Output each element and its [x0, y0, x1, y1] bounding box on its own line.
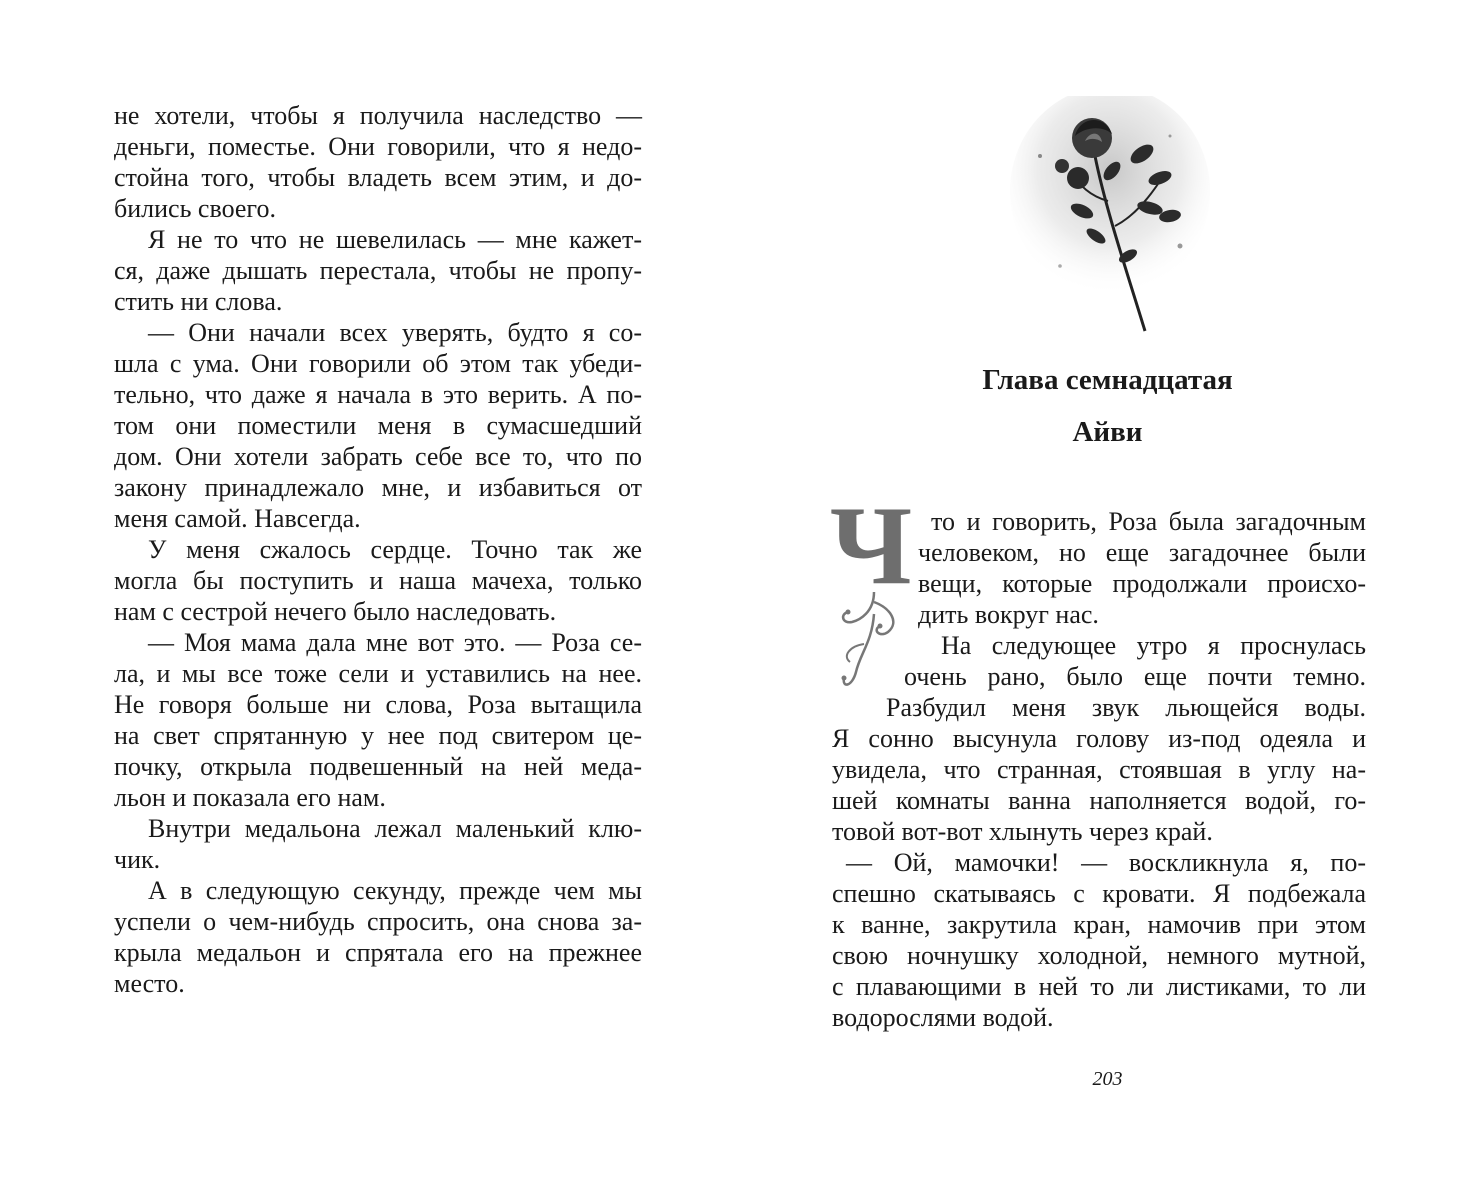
text-line: шла с ума. Они говорили об этом так убеди-: [114, 349, 642, 378]
text-line: очень рано, было еще почти темно.: [904, 662, 1366, 691]
text-line: к ванне, закрутила кран, намочив при этом: [832, 910, 1366, 939]
text-line: У меня сжалось сердце. Точно так же: [148, 535, 642, 564]
chapter-title: Глава семнадцатая: [982, 364, 1233, 396]
text-line: дить вокруг нас.: [918, 600, 1099, 629]
text-line: место.: [114, 969, 185, 998]
text-line: свою ночнушку холодной, немного мутной,: [832, 941, 1366, 970]
text-line: Я не то что не шевелилась — мне кажет-: [148, 225, 642, 254]
text-line: могла бы поступить и наша мачеха, только: [114, 566, 642, 595]
text-line: на свет спрятанную у нее под свитером це-: [114, 721, 642, 750]
text-line: крыла медальон и спрятала его на прежнее: [114, 938, 642, 967]
left-page: [0, 0, 738, 1182]
text-line: А в следующую секунду, прежде чем мы: [148, 876, 642, 905]
text-line: чик.: [114, 845, 161, 874]
text-line: шей комнаты ванна наполняется водой, го-: [832, 786, 1366, 815]
text-line: — Моя мама дала мне вот это. — Роза се-: [148, 628, 642, 657]
text-line: тельно, что даже я начала в это верить. А по-: [114, 380, 642, 409]
text-line: стить ни слова.: [114, 287, 283, 316]
text-line: — Они начали всех уверять, будто я со-: [148, 318, 642, 347]
text-line: человеком, но еще загадочнее были: [918, 538, 1366, 567]
text-line: ла, и мы все тоже сели и уставились на нее.: [114, 659, 642, 688]
text-line: дом. Они хотели забрать себе все то, что по: [114, 442, 642, 471]
text-line: товой вот-вот хлынуть через край.: [832, 817, 1213, 846]
text-line: Разбудил меня звук льющейся воды.: [886, 693, 1366, 722]
text-line: то и говорить, Роза была загадочным: [931, 507, 1366, 536]
text-line: закону принадлежало мне, и избавиться от: [114, 473, 642, 502]
text-line: Не говоря больше ни слова, Роза вытащила: [114, 690, 642, 719]
text-line: меня самой. Навсегда.: [114, 504, 361, 533]
text-line: деньги, поместье. Они говорили, что я недо-: [114, 132, 642, 161]
flourish-icon: [830, 592, 910, 702]
text-line: успели о чем-нибудь спросить, она снова за-: [114, 907, 642, 936]
text-line: с плавающими в ней то ли листиками, то ли: [832, 972, 1366, 1001]
text-line: На следующее утро я проснулась: [941, 631, 1366, 660]
rose-illustration: [1000, 96, 1220, 336]
text-line: нам с сестрой нечего было наследовать.: [114, 597, 557, 626]
right-page: [738, 0, 1477, 1182]
text-line: Я сонно высунула голову из-под одеяла и: [832, 724, 1366, 753]
text-line: стойна того, чтобы владеть всем этим, и до-: [114, 163, 642, 192]
text-line: бились своего.: [114, 194, 276, 223]
drop-cap-letter: Ч: [830, 484, 913, 608]
text-line: — Ой, мамочки! — воскликнула я, по-: [846, 848, 1366, 877]
text-line: почку, открыла подвешенный на ней меда-: [114, 752, 642, 781]
text-line: том они поместили меня в сумасшедший: [114, 411, 642, 440]
rose-icon: [1000, 96, 1220, 336]
text-line: не хотели, чтобы я получила наследство —: [114, 101, 642, 130]
drop-cap: [830, 484, 913, 706]
page-number: 203: [1092, 1068, 1123, 1090]
chapter-subtitle: Айви: [1072, 416, 1143, 448]
text-line: увидела, что странная, стоявшая в углу на-: [832, 755, 1366, 784]
text-line: льон и показала его нам.: [114, 783, 386, 812]
text-line: спешно скатываясь с кровати. Я подбежала: [832, 879, 1366, 908]
text-line: водорослями водой.: [832, 1003, 1054, 1032]
text-line: Внутри медальона лежал маленький клю-: [148, 814, 642, 843]
text-line: ся, даже дышать перестала, чтобы не пропу-: [114, 256, 642, 285]
text-line: вещи, которые продолжали происхо-: [918, 569, 1366, 598]
